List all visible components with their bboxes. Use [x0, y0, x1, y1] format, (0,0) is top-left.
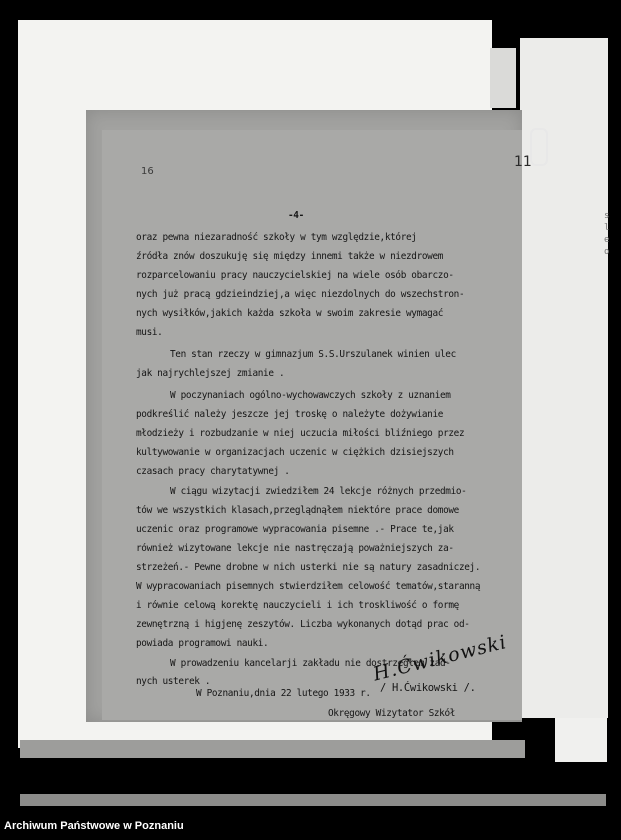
bottom-edge-band	[20, 740, 525, 758]
text-line: W ciągu wizytacji zwiedziłem 24 lekcje różnych przedmio-	[170, 486, 467, 497]
text-line: tów we wszystkich klasach,przeglądnąłem niektóre prace domowe	[136, 505, 459, 516]
text-line: W wypracowaniach pisemnych stwierdziłem celowość tematów,staranną	[136, 581, 481, 592]
background-strip	[490, 48, 516, 108]
text-line: zewnętrzną i higjenę zeszytów. Liczba wykonanych dotąd prac od-	[136, 619, 470, 630]
text-line: podkreślić należy jeszcze jej troskę o należyte dożywianie	[136, 409, 444, 420]
handwritten-signature: H.Ćwikowski	[370, 630, 510, 686]
date-line: W Poznaniu,dnia 22 lutego 1933 r.	[196, 688, 371, 699]
text-line: oraz pewna niezaradność szkoły w tym względzie,której	[136, 232, 417, 243]
text-line: i równie celową korektę nauczycieli i ich troskliwość o formę	[136, 600, 459, 611]
text-line: Ten stan rzeczy w gimnazjum S.S.Urszulanek winien ulec	[170, 349, 456, 360]
text-line: strzeżeń.- Pewne drobne w nich usterki nie są natury zasadniczej.	[136, 562, 481, 573]
section-number: -4-	[288, 210, 304, 221]
signature-title: Okręgowy Wizytator Szkół	[328, 708, 456, 719]
text-line: W prowadzeniu kancelarji zakładu nie dostrzegłem żad-	[170, 658, 451, 669]
text-line: nych wysiłków,jakich każda szkoła w swoim zakresie wymagać	[136, 308, 444, 319]
text-line: musi.	[136, 327, 163, 338]
bottom-edge-band	[20, 794, 606, 806]
text-line: W poczynaniach ogólno-wychowawczych szkoły z uznaniem	[170, 390, 451, 401]
background-strip	[555, 718, 607, 762]
document-page	[86, 110, 532, 722]
text-line: nych już pracą gdzieindziej,a więc niezdolnych do wszechstron-	[136, 289, 465, 300]
typed-sheet	[102, 130, 532, 720]
text-line: również wizytowane lekcje nie nastręczają poważniejszych za-	[136, 543, 454, 554]
text-line: jak najrychlejszej zmianie .	[136, 368, 285, 379]
text-line: rozparcelowaniu pracy nauczycielskiej na wiele osób obarczo-	[136, 270, 454, 281]
text-line: źródła znów doszukuję się między innemi także w niezdrowem	[136, 251, 444, 262]
signatory-name: / H.Ćwikowski /.	[380, 682, 476, 694]
text-line: nych usterek .	[136, 676, 211, 687]
edge-marks: s l e o	[604, 211, 610, 257]
text-line: powiada programowi nauki.	[136, 638, 269, 649]
page-number: 16	[141, 166, 154, 177]
corner-mark: 11	[514, 154, 532, 170]
paper-clip-icon	[530, 128, 548, 166]
archive-footer-label: Archiwum Państwowe w Poznaniu	[4, 820, 184, 832]
text-line: czasach pracy charytatywnej .	[136, 466, 290, 477]
text-line: kultywowanie w organizacjach uczenic w ciężkich dzisiejszych	[136, 447, 454, 458]
text-line: uczenic oraz programowe wypracowania pisemne .- Prace te,jak	[136, 524, 454, 535]
text-line: młodzieży i rozbudzanie w niej uczucia miłości bliźniego przez	[136, 428, 465, 439]
